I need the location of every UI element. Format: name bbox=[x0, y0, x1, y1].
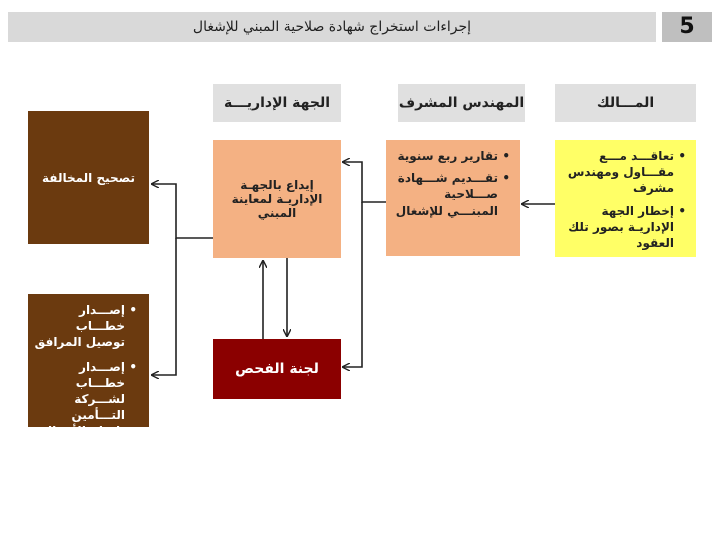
engineer-item: • تقـــديم شـــهادة صـــلاحية المبنـــي للإشغال bbox=[392, 170, 498, 219]
owner-item: • إخطار الجهة الإداريـة بصور تلك العقود bbox=[561, 203, 674, 252]
arrow-admin-to-letters bbox=[152, 238, 176, 375]
arrow-admin-to-violation bbox=[152, 184, 213, 238]
slide-title: إجراءات استخراج شهادة صلاحية المبني للإشغال bbox=[8, 12, 656, 42]
admin-deposit-text: إيداع بالجهـة الإداريـة لمعاينة المبني bbox=[231, 178, 323, 220]
arrow-engineer-to-inspection bbox=[343, 202, 362, 367]
header-owner: المـــالك bbox=[555, 84, 696, 122]
header-admin: الجهة الإداريـــة bbox=[213, 84, 341, 122]
inspection-committee-text: لجنة الفحص bbox=[235, 361, 319, 377]
violation-correction-text: تصحيح المخالفة bbox=[42, 170, 135, 185]
arrow-engineer-to-admin bbox=[343, 162, 386, 202]
letters-item: • إصـــدار خطـــاب توصيل المرافق bbox=[34, 302, 125, 351]
header-engineer: المهندس المشرف bbox=[398, 84, 525, 122]
owner-item: • تعاقـــد مـــع مقـــاول ومهندس مشرف bbox=[561, 148, 674, 197]
slide-number: 5 bbox=[662, 12, 712, 42]
engineer-item: • تقارير ربع سنوية bbox=[392, 148, 498, 164]
letters-item: • إصـــدار خطـــاب لشـــركة التـــأمين بإتمام الأعمال bbox=[34, 359, 125, 440]
